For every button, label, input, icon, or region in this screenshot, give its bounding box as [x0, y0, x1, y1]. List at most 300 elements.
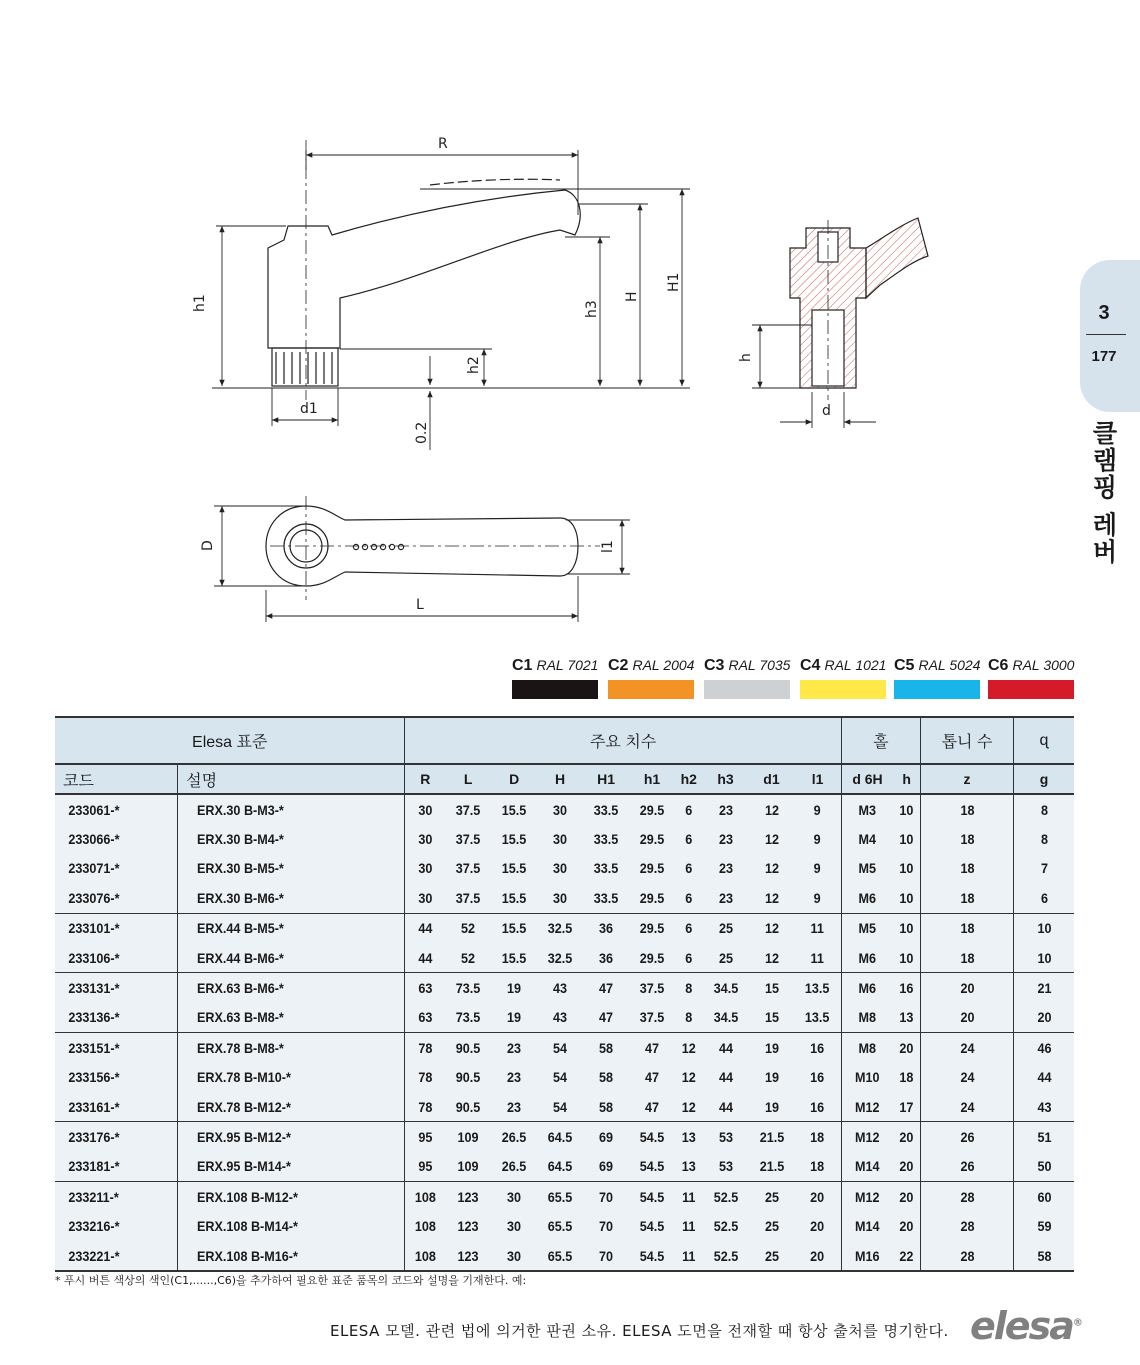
table-cell: 108 — [407, 1211, 443, 1240]
table-cell: 47 — [631, 1033, 672, 1063]
group-header-dimensions: 주요 치수 — [405, 717, 841, 764]
table-cell: 33.5 — [593, 801, 619, 818]
group-header-standard: Elesa 표준 — [55, 717, 405, 764]
table-cell: 21.5 — [759, 1158, 784, 1175]
color-label: C5 RAL 5024 — [894, 657, 981, 674]
column-header: H — [537, 764, 583, 794]
table-cell: 10 — [899, 801, 914, 818]
table-cell: M4 — [844, 824, 891, 853]
table-cell: 15.5 — [493, 913, 534, 943]
table-cell: 233101-* — [61, 913, 171, 943]
color-option-c5 — [894, 657, 980, 703]
table-cell: 18 — [925, 824, 1009, 853]
table-cell: 29.5 — [639, 860, 665, 877]
table-cell: 28 — [925, 1241, 1009, 1271]
table-cell: 33.5 — [593, 860, 619, 877]
table-cell: 8 — [1017, 794, 1071, 824]
table-cell: 26 — [925, 1122, 1009, 1152]
table-cell: 54.5 — [631, 1182, 672, 1212]
table-cell: 32.5 — [539, 913, 580, 943]
table-cell: M14 — [844, 1211, 891, 1240]
page-number: 177 — [1091, 348, 1117, 365]
table-cell: 9 — [814, 831, 822, 848]
table-cell: M12 — [844, 1182, 891, 1212]
table-cell: 50 — [1017, 1152, 1071, 1182]
table-cell: 108 — [407, 1182, 443, 1212]
table-cell: 47 — [644, 1098, 660, 1115]
column-header: h — [893, 764, 920, 794]
table-cell: 13 — [676, 1122, 701, 1152]
table-cell: 20 — [925, 1003, 1009, 1033]
table-cell: 16 — [797, 1033, 839, 1063]
table-cell: 10 — [899, 949, 914, 966]
table-cell: 18 — [810, 1158, 825, 1175]
table-cell: 10 — [1017, 913, 1071, 943]
chapter-tab-divider — [1086, 334, 1126, 335]
table-cell: 69 — [599, 1158, 614, 1175]
table-cell: 23 — [507, 1098, 522, 1115]
table-cell: 30 — [493, 1182, 534, 1212]
table-cell: 15.5 — [501, 949, 527, 966]
table-cell: 37.5 — [631, 973, 672, 1003]
table-cell: ERX.63 B-M8-* — [189, 1003, 394, 1033]
table-cell: 30 — [407, 794, 443, 824]
table-row — [55, 824, 1074, 853]
table-cell: 54.5 — [631, 1241, 672, 1271]
table-cell: 64.5 — [547, 1158, 573, 1175]
table-cell: 23 — [718, 831, 733, 848]
table-cell: 109 — [448, 1122, 489, 1152]
table-cell: 233176-* — [61, 1122, 171, 1152]
table-cell: 23 — [507, 1069, 522, 1086]
table-cell: 233181-* — [68, 1158, 120, 1175]
table-cell: 11 — [676, 1241, 701, 1271]
table-cell: 12 — [676, 1033, 701, 1063]
table-cell: 47 — [644, 1069, 660, 1086]
table-cell: 30 — [553, 831, 568, 848]
table-cell: 29.5 — [639, 801, 665, 818]
dim-R-label: R — [438, 136, 448, 152]
table-cell: ERX.108 B-M14-* — [189, 1211, 394, 1240]
table-cell: 16 — [895, 973, 920, 1003]
table-cell: 233161-* — [68, 1098, 120, 1115]
table-cell: ERX.78 B-M12-* — [189, 1092, 394, 1122]
table-cell: 25 — [751, 1182, 792, 1212]
table-cell: 25 — [764, 1218, 779, 1235]
table-cell: 10 — [899, 860, 914, 877]
table-cell: 233106-* — [68, 949, 120, 966]
table-cell: 59 — [1017, 1211, 1071, 1240]
table-cell: 16 — [810, 1069, 825, 1086]
color-swatch — [704, 680, 790, 699]
table-cell: 22 — [895, 1241, 920, 1271]
table-cell: 20 — [895, 1182, 920, 1212]
table-cell: M8 — [844, 1033, 891, 1063]
table-cell: 18 — [925, 913, 1009, 943]
color-swatch — [894, 680, 980, 699]
column-header: h3 — [703, 764, 749, 794]
table-row — [55, 1033, 1074, 1063]
dim-H1-label: H1 — [666, 272, 682, 292]
table-cell: 23 — [718, 860, 733, 877]
table-cell: 78 — [407, 1063, 443, 1092]
table-cell: 58 — [1017, 1241, 1071, 1271]
table-cell: 13.5 — [805, 1009, 830, 1026]
table-cell: 233156-* — [68, 1069, 120, 1086]
column-header: D — [491, 764, 537, 794]
table-cell: 54 — [553, 1069, 568, 1086]
table-cell: 44 — [718, 1098, 733, 1115]
table-cell: 26 — [925, 1152, 1009, 1182]
dim-d1-label: d1 — [300, 401, 318, 417]
table-cell: 20 — [925, 973, 1009, 1003]
table-cell: 36 — [599, 949, 614, 966]
table-cell: 13.5 — [797, 973, 839, 1003]
column-header: R — [405, 764, 445, 794]
table-cell: 10 — [1017, 943, 1071, 973]
table-cell: 44 — [1017, 1063, 1071, 1092]
table-cell: 233076-* — [68, 889, 120, 906]
table-row — [55, 854, 1074, 883]
table-cell: 36 — [585, 913, 626, 943]
table-cell: 30 — [407, 854, 443, 883]
dim-l1-label: l1 — [600, 540, 616, 553]
table-cell: 108 — [407, 1241, 443, 1271]
table-cell: 233211-* — [61, 1182, 171, 1212]
table-cell: 15.5 — [501, 860, 527, 877]
table-row — [55, 794, 1074, 824]
lever-hub-knurl — [272, 348, 338, 386]
table-cell: 37.5 — [639, 1009, 665, 1026]
table-cell: 10 — [895, 913, 920, 943]
table-cell: 52.5 — [705, 1182, 746, 1212]
table-cell: 65.5 — [547, 1218, 573, 1235]
table-cell: ERX.108 B-M16-* — [189, 1241, 394, 1271]
table-cell: 233221-* — [61, 1241, 171, 1271]
table-cell: 29.5 — [639, 831, 665, 848]
table-cell: 24 — [925, 1033, 1009, 1063]
table-cell: ERX.95 B-M14-* — [189, 1152, 394, 1182]
table-cell: M6 — [844, 883, 891, 913]
footnote: * 푸시 버튼 색상의 색인(C1,......,C6)을 추가하여 필요한 표준 품목의 코드와 설명을 기재한다. 예: — [55, 1274, 527, 1287]
table-cell: 78 — [407, 1092, 443, 1122]
chapter-tab — [1080, 260, 1140, 412]
column-header: L — [445, 764, 491, 794]
table-cell: M6 — [844, 973, 891, 1003]
table-cell: 123 — [448, 1241, 489, 1271]
elesa-logo: elesa® — [970, 1304, 1081, 1348]
table-cell: 90.5 — [448, 1033, 489, 1063]
table-cell: ERX.95 B-M12-* — [189, 1122, 394, 1152]
table-cell: 52 — [461, 949, 476, 966]
table-cell: 8 — [676, 973, 701, 1003]
table-cell: ERX.44 B-M6-* — [189, 943, 394, 973]
table-cell: 25 — [751, 1241, 792, 1271]
table-cell: 58 — [599, 1098, 614, 1115]
table-cell: ERX.108 B-M12-* — [189, 1182, 394, 1212]
table-row — [55, 1211, 1074, 1240]
table-cell: 12 — [764, 801, 779, 818]
table-cell: 7 — [1017, 854, 1071, 883]
color-label: C2 RAL 2004 — [608, 657, 695, 674]
table-cell: 44 — [407, 943, 443, 973]
table-cell: 16 — [810, 1098, 825, 1115]
table-cell: 18 — [925, 854, 1009, 883]
table-cell: 11 — [797, 913, 839, 943]
table-cell: 6 — [685, 801, 693, 818]
table-cell: 54.5 — [639, 1158, 665, 1175]
column-header: d1 — [749, 764, 795, 794]
table-row — [55, 1003, 1074, 1033]
column-header: g — [1014, 764, 1075, 794]
table-cell: 6 — [685, 949, 693, 966]
table-cell: 26.5 — [493, 1122, 534, 1152]
table-cell: 63 — [407, 973, 443, 1003]
column-header: d 6H — [841, 764, 893, 794]
column-header: z — [921, 764, 1014, 794]
table-cell: 19 — [764, 1069, 779, 1086]
table-cell: 23 — [718, 801, 733, 818]
technical-drawing — [0, 0, 1140, 640]
table-cell: 52.5 — [705, 1241, 746, 1271]
table-cell: 15.5 — [501, 889, 527, 906]
table-cell: 30 — [553, 860, 568, 877]
color-option-c6 — [988, 657, 1074, 703]
table-cell: 233066-* — [68, 831, 120, 848]
table-cell: 25 — [705, 913, 746, 943]
table-cell: ERX.30 B-M3-* — [189, 794, 394, 824]
table-cell: 19 — [507, 1009, 522, 1026]
table-cell: 29.5 — [639, 889, 665, 906]
table-cell: M3 — [844, 794, 891, 824]
table-cell: 37.5 — [455, 860, 481, 877]
table-cell: 20 — [810, 1218, 825, 1235]
table-cell: 64.5 — [539, 1122, 580, 1152]
table-cell: 15.5 — [501, 831, 527, 848]
table-cell: 233216-* — [68, 1218, 120, 1235]
dim-D-label: D — [200, 540, 216, 551]
table-cell: 18 — [925, 883, 1009, 913]
dim-gap-label: 0.2 — [414, 421, 430, 444]
table-cell: 11 — [682, 1218, 696, 1235]
table-cell: 54 — [539, 1033, 580, 1063]
table-cell: ERX.30 B-M4-* — [189, 824, 394, 853]
table-cell: 28 — [925, 1211, 1009, 1240]
table-cell: 17 — [899, 1098, 914, 1115]
table-cell: 233071-* — [68, 860, 120, 877]
group-header-hole: 홀 — [841, 717, 920, 764]
dim-h2-label: h2 — [466, 356, 482, 374]
table-cell: M12 — [844, 1122, 891, 1152]
table-row — [55, 973, 1074, 1003]
table-cell: 28 — [925, 1182, 1009, 1212]
spec-table — [55, 716, 1074, 1272]
table-cell: 65.5 — [539, 1241, 580, 1271]
table-row — [55, 1152, 1074, 1182]
table-cell: 43 — [539, 973, 580, 1003]
dim-H-label: H — [624, 291, 640, 302]
table-cell: 46 — [1017, 1033, 1071, 1063]
table-cell: 73.5 — [455, 1009, 481, 1026]
table-cell: 33.5 — [593, 831, 619, 848]
table-cell: M16 — [844, 1241, 891, 1271]
table-cell: 12 — [764, 949, 779, 966]
table-cell: 44 — [407, 913, 443, 943]
table-cell: 8 — [685, 1009, 693, 1026]
table-cell: 70 — [585, 1182, 626, 1212]
group-header-teeth: 톱니 수 — [921, 717, 1014, 764]
dim-d-label: d — [822, 403, 831, 419]
table-cell: 23 — [718, 889, 733, 906]
table-row — [55, 1092, 1074, 1122]
table-cell: 37.5 — [455, 889, 481, 906]
table-cell: 43 — [1017, 1092, 1071, 1122]
table-cell: 233131-* — [61, 973, 171, 1003]
table-cell: 30 — [493, 1241, 534, 1271]
table-cell: ERX.30 B-M6-* — [189, 883, 394, 913]
table-cell: 26.5 — [501, 1158, 527, 1175]
table-cell: 37.5 — [455, 831, 481, 848]
table-cell: 73.5 — [448, 973, 489, 1003]
table-cell: 12 — [681, 1069, 696, 1086]
table-cell: 70 — [599, 1218, 614, 1235]
table-cell: 21 — [1017, 973, 1071, 1003]
table-cell: 24 — [925, 1092, 1009, 1122]
table-cell: 58 — [599, 1069, 614, 1086]
table-cell: 6 — [676, 913, 701, 943]
dim-h3-label: h3 — [584, 300, 600, 318]
table-cell: 54 — [553, 1098, 568, 1115]
table-cell: 11 — [676, 1182, 701, 1212]
table-cell: 32.5 — [547, 949, 573, 966]
table-row — [55, 913, 1074, 943]
column-header: 설명 — [178, 764, 405, 794]
table-cell: ERX.78 B-M10-* — [189, 1063, 394, 1092]
color-option-c1 — [512, 657, 598, 703]
table-cell: 20 — [899, 1158, 914, 1175]
table-cell: 11 — [810, 949, 825, 966]
table-cell: 29.5 — [631, 913, 672, 943]
table-cell: 34.5 — [705, 973, 746, 1003]
table-cell: 9 — [814, 801, 822, 818]
table-cell: 233151-* — [61, 1033, 171, 1063]
table-cell: 30 — [553, 889, 568, 906]
table-cell: ERX.63 B-M6-* — [189, 973, 394, 1003]
table-cell: M12 — [844, 1092, 891, 1122]
table-cell: 18 — [899, 1069, 914, 1086]
color-label: C3 RAL 7035 — [704, 657, 791, 674]
table-cell: M5 — [844, 913, 891, 943]
table-cell: 53 — [718, 1158, 733, 1175]
table-cell: 8 — [1017, 824, 1071, 853]
table-cell: 15 — [751, 973, 792, 1003]
table-cell: 29.5 — [639, 949, 665, 966]
color-swatch — [800, 680, 886, 699]
table-cell: 54.5 — [639, 1218, 665, 1235]
table-row — [55, 1241, 1074, 1271]
table-cell: 95 — [407, 1122, 443, 1152]
copyright-footer: ELESA 모델. 관련 법에 의거한 판권 소유. ELESA 도면을 전재할 때 항상 출처를 명기한다. — [330, 1322, 949, 1340]
table-cell: 233136-* — [68, 1009, 120, 1026]
table-cell: 63 — [407, 1003, 443, 1033]
table-cell: M8 — [844, 1003, 891, 1033]
table-cell: 18 — [925, 794, 1009, 824]
table-cell: 13 — [899, 1009, 914, 1026]
table-cell: 6 — [685, 831, 693, 848]
table-row — [55, 883, 1074, 913]
table-cell: 19 — [764, 1098, 779, 1115]
table-cell: 12 — [764, 860, 779, 877]
color-label: C4 RAL 1021 — [800, 657, 887, 674]
color-swatch — [988, 680, 1074, 699]
table-cell: 44 — [705, 1033, 746, 1063]
table-cell: 90.5 — [455, 1069, 481, 1086]
color-swatch — [512, 680, 598, 699]
table-cell: 65.5 — [539, 1182, 580, 1212]
table-cell: 19 — [751, 1033, 792, 1063]
table-cell: 23 — [493, 1033, 534, 1063]
table-cell: ERX.30 B-M5-* — [189, 854, 394, 883]
table-cell: 30 — [507, 1218, 522, 1235]
table-cell: 12 — [764, 889, 779, 906]
table-cell: 37.5 — [455, 801, 481, 818]
table-cell: 69 — [585, 1122, 626, 1152]
table-cell: 123 — [448, 1182, 489, 1212]
table-cell: 95 — [407, 1152, 443, 1182]
table-cell: 123 — [457, 1218, 479, 1235]
column-header: 코드 — [55, 764, 178, 794]
column-header: h1 — [629, 764, 675, 794]
table-cell: 15 — [764, 1009, 779, 1026]
section-title: 클램핑 레버 — [1089, 420, 1118, 566]
table-cell: M14 — [844, 1152, 891, 1182]
table-cell: 60 — [1017, 1182, 1071, 1212]
color-option-c2 — [608, 657, 694, 703]
table-cell: 20 — [1017, 1003, 1071, 1033]
table-row — [55, 1063, 1074, 1092]
table-cell: 9 — [814, 860, 822, 877]
table-cell: 33.5 — [593, 889, 619, 906]
table-cell: ERX.78 B-M8-* — [189, 1033, 394, 1063]
table-cell: 233061-* — [68, 801, 120, 818]
table-cell: 18 — [797, 1122, 839, 1152]
table-cell: 6 — [685, 889, 693, 906]
dim-h-label: h — [738, 353, 754, 362]
table-row — [55, 1182, 1074, 1212]
column-header: H1 — [583, 764, 629, 794]
color-option-c3 — [704, 657, 790, 703]
table-cell: 109 — [457, 1158, 479, 1175]
table-cell: M10 — [844, 1063, 891, 1092]
color-swatch — [608, 680, 694, 699]
table-cell: 10 — [899, 889, 914, 906]
table-cell: 52.5 — [713, 1218, 738, 1235]
table-cell: 78 — [407, 1033, 443, 1063]
column-header: l1 — [794, 764, 841, 794]
group-header-weight: ɋ — [1014, 717, 1075, 764]
table-cell: 51 — [1017, 1122, 1071, 1152]
table-cell: 44 — [718, 1069, 733, 1086]
table-cell: 21.5 — [751, 1122, 792, 1152]
table-cell: 19 — [493, 973, 534, 1003]
table-cell: 25 — [718, 949, 733, 966]
table-cell: 20 — [797, 1241, 839, 1271]
table-cell: 12 — [681, 1098, 696, 1115]
table-cell: 15.5 — [501, 801, 527, 818]
table-cell: 20 — [895, 1033, 920, 1063]
table-cell: 47 — [599, 1009, 614, 1026]
table-cell: M5 — [844, 854, 891, 883]
